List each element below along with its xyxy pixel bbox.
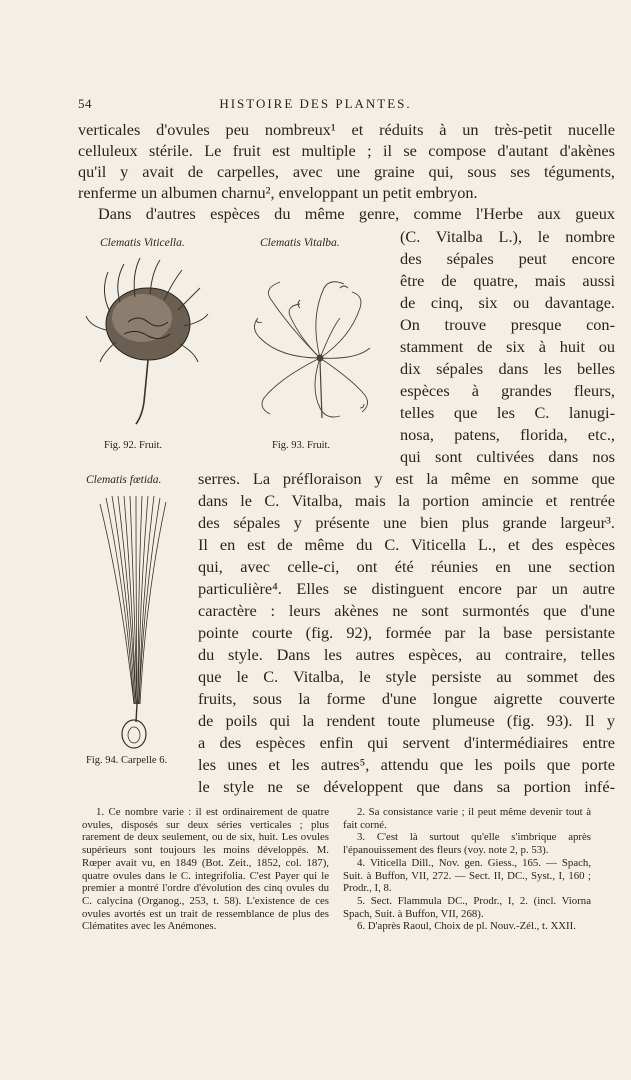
fig93-species-caption: Clematis Vitalba. bbox=[260, 237, 340, 249]
body-line: le style ne se développent que dans sa portion infé- bbox=[198, 777, 615, 796]
body-line: verticales d'ovules peu nombreux¹ et réduits à un très-petit nucelle bbox=[78, 120, 615, 139]
body-line: particulière⁴. Elles se distinguent encore par un autre bbox=[198, 579, 615, 598]
fig92-label: Fig. 92. Fruit. bbox=[104, 440, 163, 451]
footnote-2: 2. Sa consistance varie ; il peut même devenir tout à fait corné. bbox=[343, 806, 591, 831]
body-line: a des espèces enfin qui servent d'intermédiaires entre bbox=[198, 733, 615, 752]
body-line: dix sépales dans les belles bbox=[400, 359, 615, 378]
body-line: caractère : leurs akènes ne sont surmontés que d'une bbox=[198, 601, 615, 620]
body-line: du style. Dans les autres espèces, au contraire, telles bbox=[198, 645, 615, 664]
footnotes-left-column bbox=[82, 806, 329, 933]
fig92-species-caption: Clematis Viticella. bbox=[100, 237, 185, 249]
body-line: telles que les C. lanugi- bbox=[400, 403, 615, 422]
fig94-species-caption: Clematis fœtida. bbox=[86, 474, 162, 486]
footnote-5: 5. Sect. Flammula DC., Prodr., I, 2. (incl. Viorna Spach, Suit. à Buffon, VII, 268). bbox=[343, 894, 591, 920]
page-number: 54 bbox=[78, 96, 92, 111]
body-line: espèces à grandes fleurs, bbox=[400, 381, 615, 400]
fig94-label: Fig. 94. Carpelle 6. bbox=[86, 755, 168, 766]
body-line: celluleux stérile. Le fruit est multiple ; il se compose d'autant d'akènes bbox=[78, 141, 615, 160]
clematis-vitalba-fruit-illustration bbox=[240, 268, 380, 428]
footnotes-right-column bbox=[343, 806, 591, 933]
body-line: Il en est de même du C. Viticella L., et des espèces bbox=[198, 535, 615, 554]
footnote-4: 4. Viticella Dill., Nov. gen. Giess., 165. — Spach, Suit. à Buffon, VII, 272. — Sect. II, DC., Syst., I, 160 ; Prodr., I, 8. bbox=[343, 856, 591, 895]
clematis-viticella-fruit-illustration bbox=[80, 252, 220, 432]
body-line: des sépales peut encore bbox=[400, 249, 615, 268]
body-line: serres. La préfloraison y est la même en somme que bbox=[198, 469, 615, 488]
body-line: de poils qui la rendent toute plumeuse (fig. 93). Il y bbox=[198, 711, 615, 730]
body-line: Dans d'autres espèces du même genre, comme l'Herbe aux gueux bbox=[98, 204, 615, 223]
fig93-label: Fig. 93. Fruit. bbox=[272, 440, 331, 451]
body-line: fruits, sous la forme d'une longue aigrette couverte bbox=[198, 689, 615, 708]
body-line: (C. Vitalba L.), le nombre bbox=[400, 227, 615, 246]
body-line: renferme un albumen charnu², enveloppant un petit embryon. bbox=[78, 183, 478, 202]
body-line: On trouve presque con- bbox=[400, 315, 615, 334]
body-line: qui, avec celle-ci, ont été réunies en une section bbox=[198, 557, 615, 576]
body-line: les unes et les autres⁵, attendu que les poils que porte bbox=[198, 755, 615, 774]
clematis-foetida-carpel-illustration bbox=[96, 494, 176, 754]
body-line: de cinq, six ou davantage. bbox=[400, 293, 615, 312]
footnote-6: 6. D'après Raoul, Choix de pl. Nouv.-Zél., t. XXII. bbox=[357, 920, 576, 933]
body-line: être de quatre, mais aussi bbox=[400, 271, 615, 290]
body-line: qu'il y avait de carpelles, avec une graine qui, sous ses téguments, bbox=[78, 162, 615, 181]
body-line: des sépales y présente une bien plus grande largeur³. bbox=[198, 513, 615, 532]
body-line: nosa, patens, florida, etc., bbox=[400, 425, 615, 444]
running-title: HISTOIRE DES PLANTES. bbox=[219, 96, 412, 111]
body-line: stamment de six à huit ou bbox=[400, 337, 615, 356]
footnote-3: 3. C'est là surtout qu'elle s'imbrique après l'épanouissement des fleurs (voy. note 2, p. 53). bbox=[343, 831, 591, 857]
body-line: qui sont cultivées dans nos bbox=[400, 447, 615, 466]
body-line: pointe courte (fig. 92), formée par la base persistante bbox=[198, 623, 615, 642]
footnote-1: 1. Ce nombre varie : il est ordinairement de quatre ovules, disposés sur deux séries verticales ; plus rarement de deux seulement, ou de six, huit. Les ovules supérieurs sont toujours les moins développés. M. Rœper avait vu, en 1849 (Bot. Zeit., 1852, col. 187), quatre ovules dans le C. integrifolia. C'est Payer qui le premier a montré l'ordre d'évolution des cinq ovules du C. calycina (Organog., 253, t. 58). L'existence de ces ovules avortés est un trait de ressemblance de plus des Clématites avec les Anémones. bbox=[82, 806, 329, 933]
body-line: que le C. Vitalba, le style persiste au sommet des bbox=[198, 667, 615, 686]
body-line: dans le C. Vitalba, mais la portion amincie et rentrée bbox=[198, 491, 615, 510]
